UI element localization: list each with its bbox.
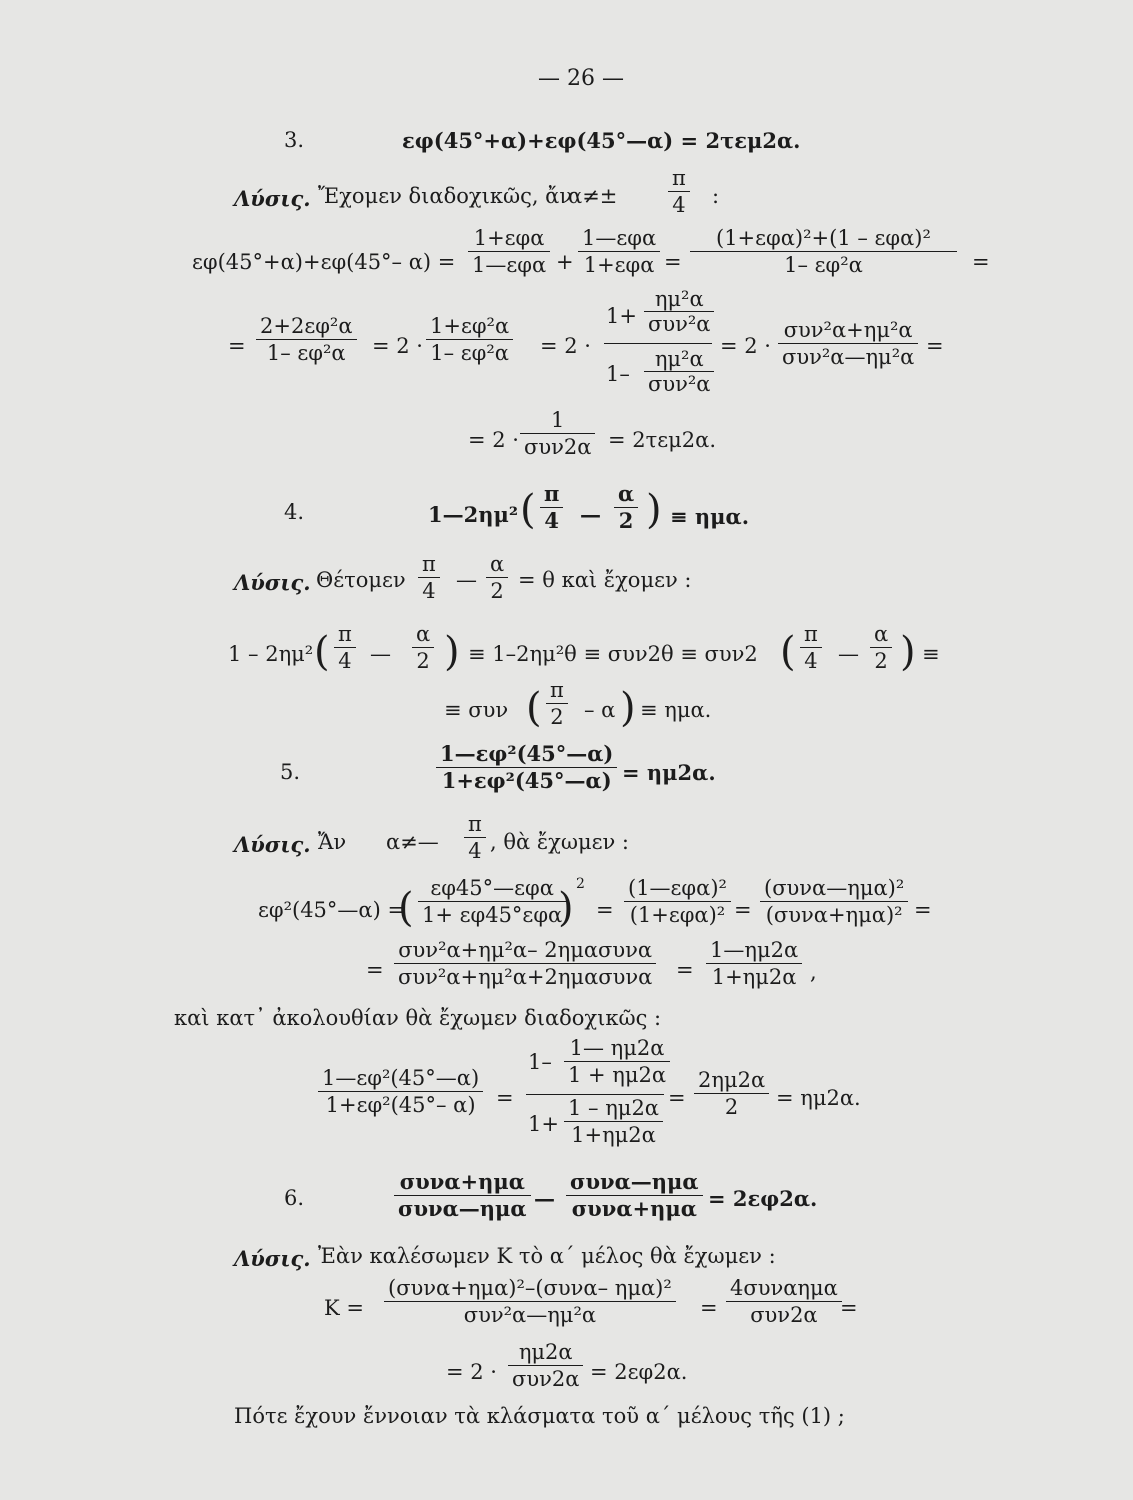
p4-line1-lhs: 1 – 2ημ²: [228, 642, 314, 666]
p3-line1-plus: +: [556, 250, 574, 274]
p6-line1-eq: =: [700, 1296, 718, 1320]
p3-line1-lhs: εφ(45°+α)+εφ(45°– α) =: [192, 250, 456, 274]
p4-intro-tail: = θ καὶ ἔχομεν :: [518, 568, 692, 592]
problem-5-intro-tail: , θὰ ἔχωμεν :: [490, 830, 630, 854]
p3-line3-prefix: = 2 ·: [468, 428, 519, 452]
p5-line3-frac1: $\frac{\text{1—εφ²(45°—α)}}{\text{1+εφ²(45°– α)}}$: [318, 1066, 483, 1117]
p4-line2-prefix: ≡ συν: [444, 698, 509, 722]
p5-line2-eq: =: [676, 958, 694, 982]
p6-line1-eq-end: =: [840, 1296, 858, 1320]
p5-line3-eq2: =: [668, 1086, 686, 1110]
p3-line1-frac3: (1+εφα)²+(1 – εφα)² 1– εφ²α: [690, 226, 957, 277]
p5-line1-eq-end: =: [914, 898, 932, 922]
problem-4-pi-over-4: $\frac{\pi}{4}$: [540, 482, 563, 533]
p6-line1-frac1: (συνα+ημα)²–(συνα– ημα)² συν²α—ημ²α: [384, 1276, 676, 1327]
p5-line1-eq1: =: [596, 898, 614, 922]
problem-3-statement: εφ(45°+α)+εφ(45°—α) = 2τεμ2α.: [402, 128, 801, 153]
p6-line1-lhs: Κ =: [324, 1296, 364, 1320]
problem-6-minus: —: [534, 1186, 555, 1211]
p5-complex-main-bar: [526, 1094, 664, 1095]
p5-complex-top-frac: $\frac{1— \eta\mu 2\alpha}{1 + \eta\mu 2\alpha}$: [564, 1036, 670, 1087]
p5-line3-result: = ημ2α.: [776, 1086, 861, 1110]
p5-line2-eq-start: =: [366, 958, 384, 982]
p4-line1-middle: ≡ 1–2ημ²θ ≡ συν2θ ≡ συν2: [468, 642, 758, 666]
p4-line1-minus-b: —: [838, 642, 859, 666]
p5-complex-one-minus: 1–: [528, 1050, 552, 1074]
problem-4-lhs: 1—2ημ²: [428, 502, 519, 527]
p4-line1-paren-open: (: [314, 629, 330, 675]
problem-4-minus: —: [580, 502, 601, 527]
problem-3-condition: α≠±: [568, 184, 618, 208]
problem-5-condition: α≠—: [386, 830, 439, 854]
p3-line2-times2: = 2 ·: [540, 334, 591, 358]
p5-line1-frac1: εφ45°—εφα 1+ εφ45°εφα: [418, 876, 566, 927]
p5-line1-lhs: εφ²(45°—α) =: [258, 898, 406, 922]
p4-line2-paren-open: (: [526, 685, 542, 731]
problem-3-colon: :: [712, 184, 720, 208]
problem-6-lysis-label: Λύσις.: [234, 1246, 311, 1271]
p6-question: Πότε ἔχουν ἔννοιαν τὰ κλάσματα τοῦ α΄ μέλους τῆς (1) ;: [234, 1404, 845, 1428]
p5-line3-eq1: =: [496, 1086, 514, 1110]
p5-cond-pi-over-4: $\frac{\pi}{4}$: [464, 812, 486, 863]
p5-line3-frac3: $\frac{2\eta\mu 2\alpha}{2}$: [694, 1068, 769, 1119]
problem-3-pi-over-4: $\frac{\pi}{4}$: [668, 166, 690, 217]
p3-complex-one-minus: 1–: [606, 362, 630, 386]
p5-line2-frac1: συν²α+ημ²α– 2ημασυνα συν²α+ημ²α+2ημασυνα: [394, 938, 656, 989]
p3-complex-main-bar: [604, 343, 712, 344]
problem-6-frac1: συνα+ημα συνα—ημα: [394, 1170, 531, 1221]
problem-4-right-paren: ): [646, 487, 662, 533]
p6-line2-frac: ημ2α συν2α: [508, 1340, 583, 1391]
p3-line1-frac1: 1+εφα 1—εφα: [468, 226, 550, 277]
p4-line1-pi-over-4-b: $\frac{\pi}{4}$: [800, 622, 822, 673]
p3-line2-times1: = 2 ·: [372, 334, 423, 358]
problem-4-alpha-over-2: $\frac{\alpha}{2}$: [614, 482, 638, 533]
problem-5-rhs: = ημ2α.: [622, 760, 716, 785]
problem-5-statement-frac: $\frac{\text{1—εφ²(45°—α)}}{\text{1+εφ²(45°—α)}}$: [436, 742, 617, 793]
p4-intro-pi-over-4: $\frac{\pi}{4}$: [418, 552, 440, 603]
problem-6-frac2: συνα—ημα συνα+ημα: [566, 1170, 703, 1221]
p5-bridge-text: καὶ κατ᾽ ἀκολουθίαν θὰ ἔχωμεν διαδοχικῶς :: [174, 1006, 662, 1030]
p4-line1-equiv-end: ≡: [922, 642, 940, 666]
p5-line1-eq2: =: [734, 898, 752, 922]
p3-line2-frac1: $\frac{\text{2+2εφ²α}}{\text{1– εφ²α}}$: [256, 314, 357, 365]
problem-6-intro: Ἐὰν καλέσωμεν Κ τὸ α΄ μέλος θὰ ἔχωμεν :: [318, 1244, 776, 1268]
p6-line2-prefix: = 2 ·: [446, 1360, 497, 1384]
p3-line1-eq: =: [664, 250, 682, 274]
page-number: — 26 —: [538, 66, 624, 91]
p4-line2-minus-a: – α: [584, 698, 616, 722]
p3-line3-result: = 2τεμ2α.: [608, 428, 716, 452]
p4-line1-pi-over-4: $\frac{\pi}{4}$: [334, 622, 356, 673]
problem-3-lysis-label: Λύσις.: [234, 186, 311, 211]
p4-intro-minus: —: [456, 568, 477, 592]
p3-line1-frac2: 1—εφα 1+εφα: [578, 226, 660, 277]
p4-line1-minus: —: [370, 642, 391, 666]
problem-6-number: 6.: [284, 1186, 305, 1210]
p3-line2-frac2: $\frac{\text{1+εφ²α}}{\text{1– εφ²α}}$: [426, 314, 513, 365]
p4-line2-pi-over-2: $\frac{\pi}{2}$: [546, 678, 568, 729]
p5-line2-comma: ,: [810, 960, 817, 984]
problem-4-intro: Θέτομεν: [316, 568, 406, 592]
problem-5-number: 5.: [280, 760, 301, 784]
p5-complex-bottom-frac: $\frac{1 - \eta\mu 2\alpha}{1+\eta\mu 2\alpha}$: [564, 1096, 663, 1147]
problem-4-lysis-label: Λύσις.: [234, 570, 311, 595]
problem-3-intro: Ἔχομεν διαδοχικῶς, ἄν: [318, 184, 573, 208]
p3-complex-bottom-frac: ημ²α συν²α: [644, 348, 714, 395]
p4-line1-paren-close: ): [444, 629, 460, 675]
problem-4-rhs: ≡ ημα.: [670, 504, 750, 529]
p3-line2-eq-end: =: [926, 334, 944, 358]
p3-line1-eq-end: =: [972, 250, 990, 274]
p3-line3-frac: 1 συν2α: [520, 408, 595, 459]
p3-line2-frac4: συν²α+ημ²α συν²α—ημ²α: [778, 318, 918, 369]
p5-line1-paren-open: (: [398, 885, 414, 931]
p3-complex-top-frac: ημ²α συν²α: [644, 288, 714, 335]
p3-line2-eq-start: =: [228, 334, 246, 358]
problem-5-intro: Ἄν: [318, 830, 347, 854]
p4-intro-alpha-over-2: $\frac{\alpha}{2}$: [486, 552, 508, 603]
problem-3-number: 3.: [284, 128, 305, 152]
problem-5-lysis-label: Λύσις.: [234, 832, 311, 857]
p4-line2-result: ≡ ημα.: [640, 698, 712, 722]
p5-line2-frac2: $\frac{1—\eta\mu 2\alpha}{1+\eta\mu 2\alpha}$: [706, 938, 802, 989]
p3-complex-one-plus: 1+: [606, 304, 637, 328]
p5-line1-frac2: (1—εφα)² (1+εφα)²: [624, 876, 731, 927]
p5-line1-paren-close: ): [558, 885, 574, 931]
p5-line1-frac3: (συνα—ημα)² (συνα+ημα)²: [760, 876, 908, 927]
p4-line1-alpha-over-2: $\frac{\alpha}{2}$: [412, 622, 434, 673]
problem-4-left-paren: (: [520, 487, 536, 533]
p4-line1-alpha-over-2-b: $\frac{\alpha}{2}$: [870, 622, 892, 673]
p4-line1-paren2-open: (: [780, 629, 796, 675]
p6-line1-frac2: 4συναημα συν2α: [726, 1276, 842, 1327]
p4-line1-paren2-close: ): [900, 629, 916, 675]
p5-line1-square: 2: [576, 876, 585, 892]
p6-line2-result: = 2εφ2α.: [590, 1360, 688, 1384]
p3-line2-times3: = 2 ·: [720, 334, 771, 358]
problem-6-rhs: = 2εφ2α.: [708, 1186, 818, 1211]
problem-4-number: 4.: [284, 500, 305, 524]
p4-line2-paren-close: ): [620, 685, 636, 731]
p5-complex-one-plus: 1+: [528, 1112, 559, 1136]
